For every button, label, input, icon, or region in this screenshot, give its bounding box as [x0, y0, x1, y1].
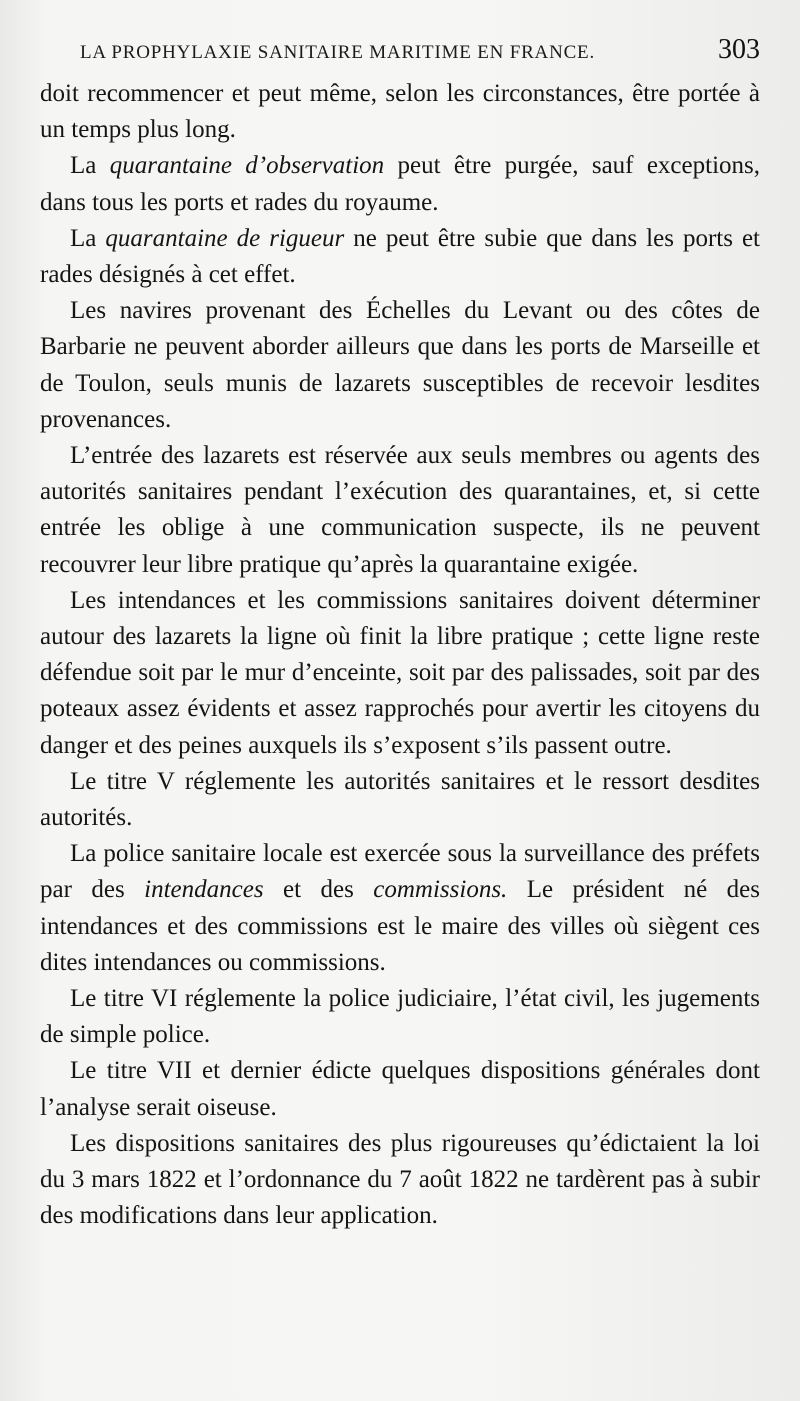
paragraph-text: peut être purgée, sauf exceptions, dans tous les ports et rades du royaume.	[40, 152, 760, 216]
paragraph-text: La police sanitaire locale est exercée sous la surveillance des préfets par des	[40, 840, 760, 904]
paragraph-text: La	[70, 152, 110, 180]
paragraph-text: et des	[263, 876, 374, 904]
page-number: 303	[718, 34, 760, 65]
emphasis-term: quarantaine de rigueur	[105, 224, 345, 252]
paragraph-text: La	[70, 224, 106, 252]
emphasis-term: commissions.	[373, 876, 508, 904]
paragraph-observation-quarantine	[40, 148, 760, 220]
paragraph-lazaret-boundary: Les intendances et les commissions sanitaires doivent déterminer autour des lazarets la ligne où finit la libre pratique ; cette ligne reste défendue soit par le mur d’enceinte, soit par des palissades, soit par des poteaux assez évidents et assez rapprochés pour avertir les citoyens du danger et des peines auxquels ils s’exposent s’ils passent outre.	[40, 586, 760, 759]
paragraph-strict-quarantine	[40, 221, 760, 293]
paragraph-text: Le président né des intendances et des commissions est le maire des villes où siègent ces dites intendances ou commissions.	[40, 876, 761, 976]
emphasis-term: quarantaine d’observation	[109, 152, 385, 180]
emphasis-term: intendances	[144, 876, 264, 904]
body-text	[40, 76, 760, 1235]
paragraph-text: ne peut être subie que dans les ports et rades désignés à cet effet.	[40, 224, 760, 289]
paragraph-continuation: doit recommencer et peut même, selon les circonstances, être portée à un temps plus long.	[40, 80, 760, 144]
paragraph-levant-ships: Les navires provenant des Échelles du Levant ou des côtes de Barbarie ne peuvent aborder ailleurs que dans les ports de Marseille et de Toulon, seuls munis de lazarets susceptibles de recevoir lesdites provenances.	[40, 297, 760, 433]
paragraph-title-v: Le titre V réglemente les autorités sanitaires et le ressort desdites autorités.	[40, 767, 760, 832]
paragraph-1822-dispositions: Les dispositions sanitaires des plus rigoureuses qu’édictaient la loi du 3 mars 1822 et l’ordonnance du 7 août 1822 ne tardèrent pas à subir des modifications dans leur application.	[40, 1129, 760, 1230]
paragraph-local-police	[40, 836, 760, 981]
paragraph-title-vi: Le titre VI réglemente la police judiciaire, l’état civil, les jugements de simple police.	[40, 985, 760, 1049]
running-head: LA PROPHYLAXIE SANITAIRE MARITIME EN FRANCE.	[80, 42, 596, 63]
page-header	[40, 34, 760, 70]
paragraph-lazaret-entry: L’entrée des lazarets est réservée aux seuls membres ou agents des autorités sanitaires pendant l’exécution des quarantaines, et, si cette entrée les oblige à une communication suspecte, ils ne peuvent recouvrer leur libre pratique qu’après la quarantaine exigée.	[40, 442, 760, 578]
paragraph-title-vii: Le titre VII et dernier édicte quelques dispositions générales dont l’analyse serait oiseuse.	[40, 1057, 760, 1121]
